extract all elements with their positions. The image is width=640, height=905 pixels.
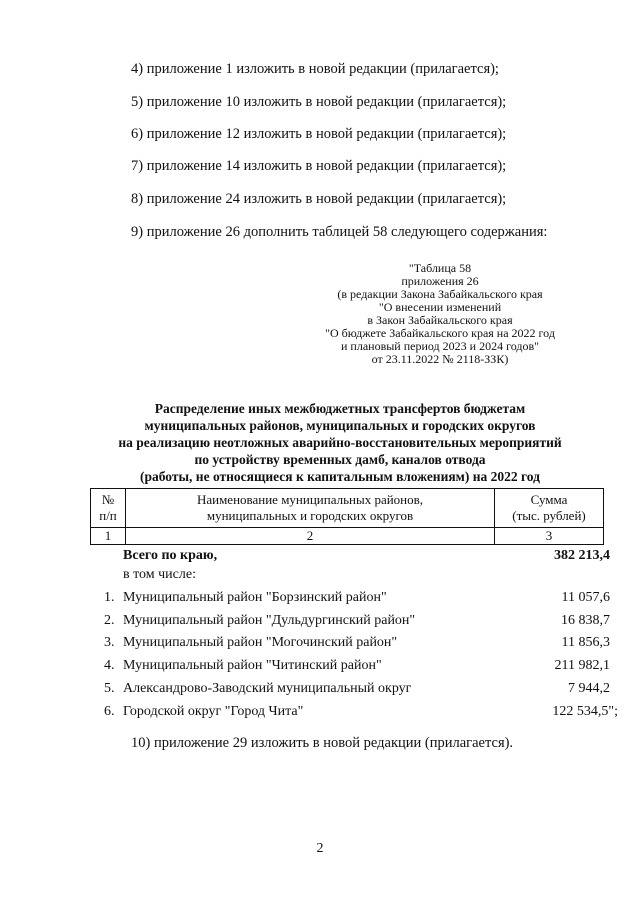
title-line: по устройству временных дамб, каналов отвода [194,452,486,467]
appendix-line: (в редакции Закона Забайкальского края [337,287,543,301]
header-text: муниципальных и городских округов [206,508,414,523]
appendix-line: "О бюджете Забайкальского края на 2022 год [325,326,555,340]
row-name: Муниципальный район "Борзинский район" [123,590,387,605]
list-item: 7) приложение 14 изложить в новой редакции (прилагается); [131,158,507,174]
total-sublabel: в том числе: [123,567,196,582]
row-sum: 122 534,5"; [552,704,618,719]
appendix-line: от 23.11.2022 № 2118-ЗЗК) [371,352,509,366]
header-text: п/п [99,508,117,523]
column-number: 1 [91,528,126,545]
row-name: Муниципальный район "Читинский район" [123,658,382,673]
row-sum: 11 057,6 [561,590,610,605]
row-sum: 211 982,1 [554,658,610,673]
row-number: 4. [104,658,115,673]
header-text: Сумма [530,492,568,507]
title-line: (работы, не относящиеся к капитальным вложениям) на 2022 год [139,469,540,484]
column-number: 2 [126,528,495,545]
table-header [90,488,604,545]
row-sum: 16 838,7 [561,613,610,628]
row-number: 1. [104,590,115,605]
title-line: на реализацию неотложных аварийно-восстановительных мероприятий [118,435,562,450]
list-item: 6) приложение 12 изложить в новой редакции (прилагается); [131,126,507,142]
row-name: Муниципальный район "Могочинский район" [123,635,398,650]
appendix-line: "О внесении изменений [378,300,502,314]
header-sum [495,489,604,528]
list-item: 5) приложение 10 изложить в новой редакции (прилагается); [131,94,507,110]
header-row [91,489,604,528]
header-text: Наименование муниципальных районов, [196,492,424,507]
header-num [91,489,126,528]
row-number: 3. [104,635,115,650]
page-number: 2 [316,841,324,856]
header-text: № [101,492,115,507]
list-item: 8) приложение 24 изложить в новой редакции (прилагается); [131,191,507,207]
row-number: 2. [104,613,115,628]
appendix-line: приложения 26 [401,274,479,288]
row-sum: 11 856,3 [561,635,610,650]
column-number-row [91,528,604,545]
total-value: 382 213,4 [554,548,610,563]
column-number: 3 [495,528,604,545]
row-number: 6. [104,704,115,719]
row-name: Александрово-Заводский муниципальный округ [123,681,412,696]
appendix-header [300,262,580,366]
list-item: 10) приложение 29 изложить в новой редакции (прилагается). [131,735,514,751]
appendix-line: и плановый период 2023 и 2024 годов" [340,339,540,353]
appendix-line: "Таблица 58 [408,261,472,275]
row-number: 5. [104,681,115,696]
row-sum: 7 944,2 [568,681,610,696]
title-line: Распределение иных межбюджетных трансфертов бюджетам [154,401,526,416]
title-line: муниципальных районов, муниципальных и городских округов [144,418,536,433]
row-name: Городской округ "Город Чита" [123,704,304,719]
row-name: Муниципальный район "Дульдургинский район" [123,613,416,628]
total-label: Всего по краю, [123,548,218,563]
table-title [60,400,620,485]
list-item: 9) приложение 26 дополнить таблицей 58 следующего содержания: [131,224,548,240]
header-name [126,489,495,528]
list-item: 4) приложение 1 изложить в новой редакции (прилагается); [131,61,499,77]
appendix-line: в Закон Забайкальского края [367,313,513,327]
header-text: (тыс. рублей) [512,508,586,523]
